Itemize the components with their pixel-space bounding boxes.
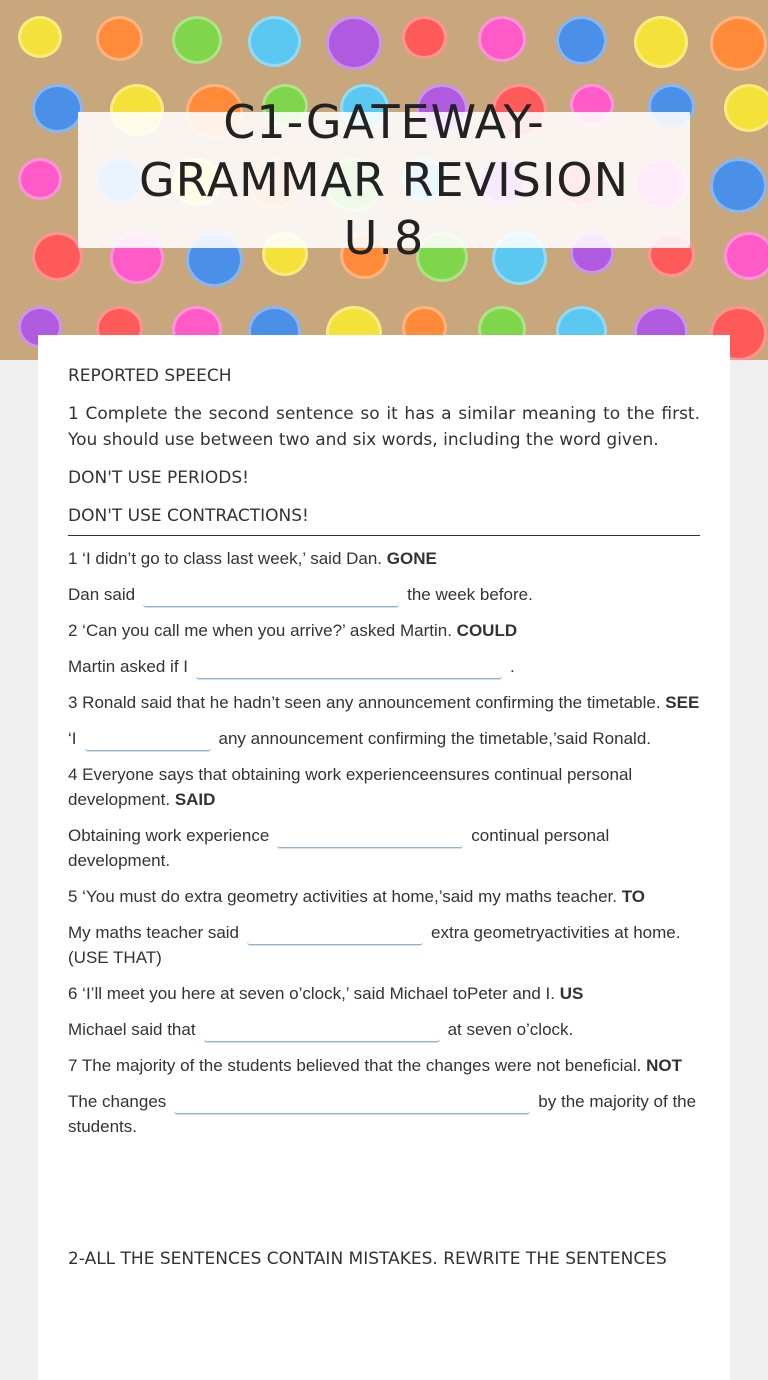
- decorative-dot: [248, 16, 301, 67]
- section-heading: REPORTED SPEECH: [68, 366, 232, 386]
- answer-line: Obtaining work experience continual personal development.: [68, 826, 610, 871]
- decorative-dot: [724, 84, 768, 132]
- answer-input-7[interactable]: [174, 1091, 530, 1114]
- keyword: NOT: [646, 1056, 682, 1076]
- worksheet: [38, 335, 730, 1380]
- question-prompt: 4 Everyone says that obtaining work experienceensures continual personal development. SAID: [68, 765, 633, 810]
- divider: [68, 535, 700, 536]
- question-prompt: 6 ‘I’ll meet you here at seven o’clock,’ said Michael toPeter and I. US: [68, 984, 584, 1004]
- section-2-heading: 2-ALL THE SENTENCES CONTAIN MISTAKES. REWRITE THE SENTENCES: [68, 1249, 667, 1270]
- decorative-dot: [32, 84, 83, 133]
- keyword: SAID: [174, 790, 216, 810]
- decorative-dot: [634, 16, 688, 68]
- header-banner: [0, 0, 768, 360]
- keyword: COULD: [456, 621, 518, 641]
- question-prompt: 5 ‘You must do extra geometry activities at home,’said my maths teacher. TO: [68, 887, 646, 907]
- answer-input-2[interactable]: [196, 656, 502, 679]
- keyword: US: [559, 984, 584, 1004]
- answer-line: Martin asked if I .: [68, 654, 700, 679]
- page-title: C1-GATEWAY-GRAMMAR REVISION U.8: [138, 95, 630, 265]
- answer-input-6[interactable]: [204, 1019, 440, 1042]
- question-prompt: 3 Ronald said that he hadn’t seen any announcement confirming the timetable. SEE: [68, 693, 700, 713]
- question-prompt: 1 ‘I didn’t go to class last week,’ said Dan. GONE: [68, 549, 437, 568]
- decorative-dot: [710, 158, 767, 213]
- keyword: GONE: [386, 549, 437, 568]
- task-instructions: 1 Complete the second sentence so it has a similar meaning to the first. You should use between two and six words, including the word given.: [68, 404, 700, 450]
- decorative-dot: [18, 16, 62, 58]
- decorative-dot: [172, 16, 222, 64]
- answer-line: Dan said the week before.: [68, 582, 700, 607]
- answer-line: ‘I any announcement confirming the timetable,’said Ronald.: [68, 726, 700, 751]
- answer-input-3[interactable]: [85, 728, 211, 751]
- decorative-dot: [710, 16, 767, 71]
- answer-line: Michael said that at seven o’clock.: [68, 1017, 700, 1042]
- decorative-dot: [556, 16, 607, 65]
- no-contractions-note: DON'T USE CONTRACTIONS!: [68, 506, 309, 526]
- answer-input-1[interactable]: [143, 584, 399, 607]
- keyword: SEE: [665, 693, 700, 713]
- answer-line: The changes by the majority of the students.: [68, 1092, 697, 1137]
- decorative-dot: [478, 16, 526, 62]
- title-box: [78, 95, 690, 265]
- decorative-dot: [402, 16, 447, 59]
- answer-line: My maths teacher said extra geometryactivities at home. (USE THAT): [68, 923, 681, 968]
- answer-input-5[interactable]: [247, 922, 423, 945]
- decorative-dot: [18, 158, 62, 200]
- decorative-dot: [96, 16, 143, 61]
- decorative-dot: [326, 16, 382, 70]
- answer-input-4[interactable]: [277, 825, 463, 848]
- spacer: [68, 1150, 700, 1246]
- decorative-dot: [32, 232, 83, 281]
- keyword: TO: [621, 887, 646, 907]
- decorative-dot: [724, 232, 768, 280]
- question-prompt: 2 ‘Can you call me when you arrive?’ asked Martin. COULD: [68, 621, 518, 641]
- question-prompt: 7 The majority of the students believed that the changes were not beneficial. NOT: [68, 1056, 682, 1076]
- no-periods-note: DON'T USE PERIODS!: [68, 468, 249, 488]
